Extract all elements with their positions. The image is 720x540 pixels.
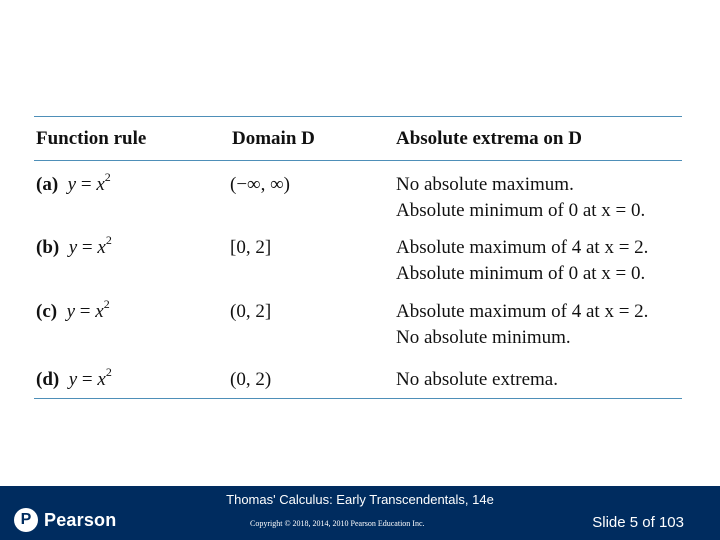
row-a-domain: (−∞, ∞) <box>230 174 290 195</box>
header-domain: Domain D <box>232 128 315 149</box>
header-extrema: Absolute extrema on D <box>396 128 582 149</box>
book-title: Thomas' Calculus: Early Transcendentals, 14e <box>226 492 494 507</box>
table-bottom-rule <box>34 398 682 399</box>
row-a-function: (a) $y = x^2$ <box>36 170 111 195</box>
row-d-function: (d) $y = x^2$ <box>36 365 112 390</box>
row-d-extrema-1: No absolute extrema. <box>396 369 558 390</box>
row-a-extrema-1: No absolute maximum. <box>396 174 574 195</box>
slide-counter: Slide 5 of 103 <box>592 514 684 531</box>
copyright-notice: Copyright © 2018, 2014, 2010 Pearson Education Inc. <box>250 519 425 528</box>
row-c-extrema-1: Absolute maximum of 4 at x = 2. <box>396 301 649 322</box>
row-d-domain: (0, 2) <box>230 369 272 390</box>
header-function-rule: Function rule <box>36 128 147 149</box>
row-c-domain: (0, 2] <box>230 301 272 322</box>
pearson-logo-text: Pearson <box>44 509 117 530</box>
row-b-extrema-1: Absolute maximum of 4 at x = 2. <box>396 237 649 258</box>
table-header-rule <box>34 160 682 161</box>
row-c-function: (c) $y = x^2$ <box>36 297 110 322</box>
row-b-domain: [0, 2] <box>230 237 272 258</box>
row-c-extrema-2: No absolute minimum. <box>396 327 571 348</box>
pearson-logo-icon: P <box>14 508 38 532</box>
slide-footer <box>0 486 720 540</box>
row-b-function: (b) $y = x^2$ <box>36 233 112 258</box>
row-b-extrema-2: Absolute minimum of 0 at x = 0. <box>396 263 646 284</box>
pearson-logo <box>14 508 116 532</box>
row-a-extrema-2: Absolute minimum of 0 at x = 0. <box>396 200 646 221</box>
table-top-rule <box>34 116 682 117</box>
